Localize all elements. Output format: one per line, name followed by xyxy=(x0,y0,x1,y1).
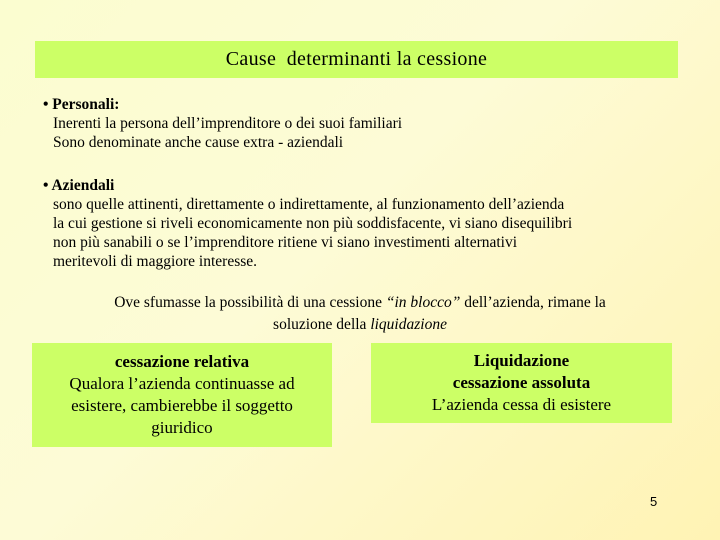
slide-title: Cause determinanti la cessione xyxy=(225,48,488,70)
box-left-line: giuridico xyxy=(151,418,213,437)
section-aziendali-line: sono quelle attinenti, direttamente o indirettamente, al funzionamento dell’azienda xyxy=(53,196,565,213)
section-aziendali-line: meritevoli di maggiore interesse. xyxy=(53,253,258,270)
section-personali xyxy=(43,95,402,152)
box-right-subheading: cessazione assoluta xyxy=(452,373,591,392)
section-personali-line: Inerenti la persona dell’imprenditore o dei suoi familiari xyxy=(53,115,403,132)
section-aziendali xyxy=(43,176,572,271)
box-cessazione-relativa xyxy=(32,343,332,447)
page-number: 5 xyxy=(650,494,658,509)
note-text: soluzione della xyxy=(273,316,371,333)
box-cessazione-assoluta xyxy=(371,343,672,423)
section-personali-heading: • Personali: xyxy=(43,96,120,113)
note-text: Ove sfumasse la possibilità di una cessione xyxy=(114,294,386,311)
box-left-line: esistere, cambierebbe il soggetto xyxy=(71,396,293,415)
note-italic-in-blocco: “in blocco” xyxy=(385,294,461,311)
liquidation-note xyxy=(40,292,680,336)
box-left-line: Qualora l’azienda continuasse ad xyxy=(69,374,295,393)
box-right-heading: Liquidazione xyxy=(473,351,570,370)
slide-title-banner xyxy=(35,41,678,78)
note-italic-liquidazione: liquidazione xyxy=(370,316,447,333)
note-text: dell’azienda, rimane la xyxy=(460,294,606,311)
box-left-heading: cessazione relativa xyxy=(114,352,250,371)
box-right-line: L’azienda cessa di esistere xyxy=(431,395,612,414)
note-line-2 xyxy=(40,314,680,336)
section-aziendali-line: la cui gestione si riveli economicamente non più soddisfacente, vi siano disequilibri xyxy=(53,215,573,232)
section-aziendali-line: non più sanabili o se l’imprenditore ritiene vi siano investimenti alternativi xyxy=(53,234,518,251)
note-line-1 xyxy=(40,292,680,314)
section-aziendali-heading: • Aziendali xyxy=(43,177,115,194)
section-personali-line: Sono denominate anche cause extra - aziendali xyxy=(53,134,344,151)
